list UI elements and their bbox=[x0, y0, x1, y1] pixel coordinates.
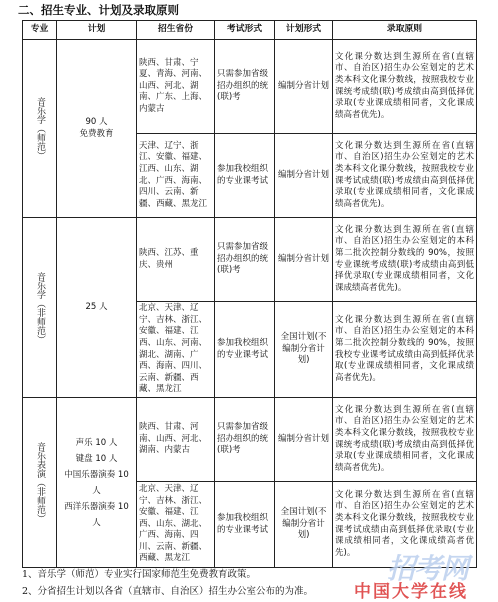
watermark-line2: 中国大学在线 bbox=[354, 582, 468, 602]
provinces-cell: 陕西、甘肃、河南、山西、河北、湖南、内蒙古 bbox=[137, 398, 215, 482]
plan-line: 西洋乐器演奏 10 人 bbox=[64, 501, 129, 528]
plan-form-cell: 全国计划(不编制分省计划) bbox=[275, 302, 333, 398]
plan-cell bbox=[57, 398, 137, 568]
major-cell bbox=[23, 398, 57, 568]
provinces-cell: 北京、天津、辽宁、吉林、浙江、安徽、福建、江西、山东、河南、湖北、湖南、广西、海南、四川、云南、新疆、西藏、黑龙江 bbox=[137, 302, 215, 398]
note-item: 2、分省招生计划以各省（直辖市、自治区）招生办公室公布的为准。 bbox=[22, 586, 314, 597]
header-provinces: 招生省份 bbox=[137, 21, 215, 40]
plan-line: 键盘 10 人 bbox=[75, 453, 118, 464]
plan-line: 90 人 bbox=[85, 116, 108, 127]
watermark-line1: 招考网 bbox=[386, 552, 468, 585]
provinces-cell: 天津、辽宁、浙江、安徽、福建、江西、山东、湖北、广西、海南、四川、云南、新疆、西藏、黑龙江 bbox=[137, 134, 215, 218]
major-cell bbox=[23, 218, 57, 398]
note-item: 1、音乐学（师范）专业实行国家师范生免费教育政策。 bbox=[22, 569, 257, 580]
plan-cell bbox=[57, 218, 137, 398]
provinces-cell: 陕西、江苏、重庆、贵州 bbox=[137, 218, 215, 302]
exam-form-cell: 参加我校组织的专业课考试 bbox=[215, 134, 275, 218]
table-header-row bbox=[23, 21, 477, 40]
header-plan-form: 计划形式 bbox=[275, 21, 333, 40]
plan-cell bbox=[57, 40, 137, 218]
plan-line: 25 人 bbox=[85, 301, 108, 312]
exam-form-cell: 参加我校组织的专业课考试 bbox=[215, 482, 275, 568]
plan-line: 免费教育 bbox=[79, 128, 114, 139]
admission-rule-cell: 文化课分数达到生源所在省(直辖市、自治区)招生办公室划定的本科第二批次控制分数线的 90%，按照我校专业课考试成绩由高到低择优录取(专业课成绩相同者，文化课成绩高者优先)。 bbox=[333, 302, 477, 398]
plan-form-cell: 编制分省计划 bbox=[275, 40, 333, 134]
table-row bbox=[23, 398, 477, 482]
plan-line: 中国乐器演奏 10 人 bbox=[64, 469, 129, 496]
header-exam-form: 考试形式 bbox=[215, 21, 275, 40]
plan-form-cell: 全国计划(不编制分省计划) bbox=[275, 482, 333, 568]
section-heading: 二、招生专业、计划及录取原则 bbox=[18, 3, 179, 17]
table-row bbox=[23, 218, 477, 302]
admission-table bbox=[22, 20, 477, 568]
plan-form-cell: 编制分省计划 bbox=[275, 134, 333, 218]
admission-rule-cell: 文化课分数达到生源所在省(直辖市、自治区)招生办公室划定的本科第二批次控制分数线的 90%，按照专业课统考成绩(联)考成绩由高到低择优录取(专业课成绩相同者，文化课成绩高者优先)。 bbox=[333, 218, 477, 302]
admission-rule-cell: 文化课分数达到生源所在省(直辖市、自治区)招生办公室划定的艺术类本科文化课分数线，按照我校专业课考试成绩(联)考成绩由高到低择优录取(专业课成绩相同者，文化课成绩高者优先)。 bbox=[333, 134, 477, 218]
provinces-cell: 北京、天津、辽宁、吉林、浙江、安徽、福建、江西、山东、湖北、广西、海南、四川、云南、新疆、西藏、黑龙江 bbox=[137, 482, 215, 568]
major-name: 音乐学（非师范） bbox=[35, 271, 45, 344]
major-name: 音乐学（师范） bbox=[35, 97, 45, 160]
exam-form-cell: 只需参加省级招办组织的统(联)考 bbox=[215, 40, 275, 134]
major-cell bbox=[23, 40, 57, 218]
plan-form-cell: 编制分省计划 bbox=[275, 398, 333, 482]
exam-form-cell: 参加我校组织的专业课考试 bbox=[215, 302, 275, 398]
header-admission-rule: 录取原则 bbox=[333, 21, 477, 40]
major-name: 音乐表演（非师范） bbox=[35, 442, 45, 523]
header-major: 专业 bbox=[23, 21, 57, 40]
table-row bbox=[23, 40, 477, 134]
notes bbox=[22, 566, 313, 600]
header-plan: 计划 bbox=[57, 21, 137, 40]
admission-rule-cell: 文化课分数达到生源所在省(直辖市、自治区)招生办公室划定的艺术类本科文化课分数线，按照我校专业课统考成绩(联)考成绩由高到低择优录取(专业课成绩相同者，文化课成绩高者优先)。 bbox=[333, 398, 477, 482]
plan-form-cell: 编制分省计划 bbox=[275, 218, 333, 302]
plan-line: 声乐 10 人 bbox=[75, 437, 118, 448]
admission-rule-cell: 文化课分数达到生源所在省(直辖市、自治区)招生办公室划定的艺术类本科文化课分数线，按照我校专业课统考成绩(联)考成绩由高到低择优录取(专业课成绩相同者，文化课成绩高者优先)。 bbox=[333, 40, 477, 134]
exam-form-cell: 只需参加省级招办组织的统(联)考 bbox=[215, 218, 275, 302]
admission-rule-cell: 文化课分数达到生源所在省(直辖市、自治区)招生办公室划定的艺术类本科文化课分数线，按照我校专业课考试成绩由高到低择优录取(专业课成绩相同者，文化课成绩高者优先)。 bbox=[333, 482, 477, 568]
provinces-cell: 陕西、甘肃、宁夏、青海、河南、山西、河北、湖南、广东、上海、内蒙古 bbox=[137, 40, 215, 134]
exam-form-cell: 只需参加省级招办组织的统(联)考 bbox=[215, 398, 275, 482]
